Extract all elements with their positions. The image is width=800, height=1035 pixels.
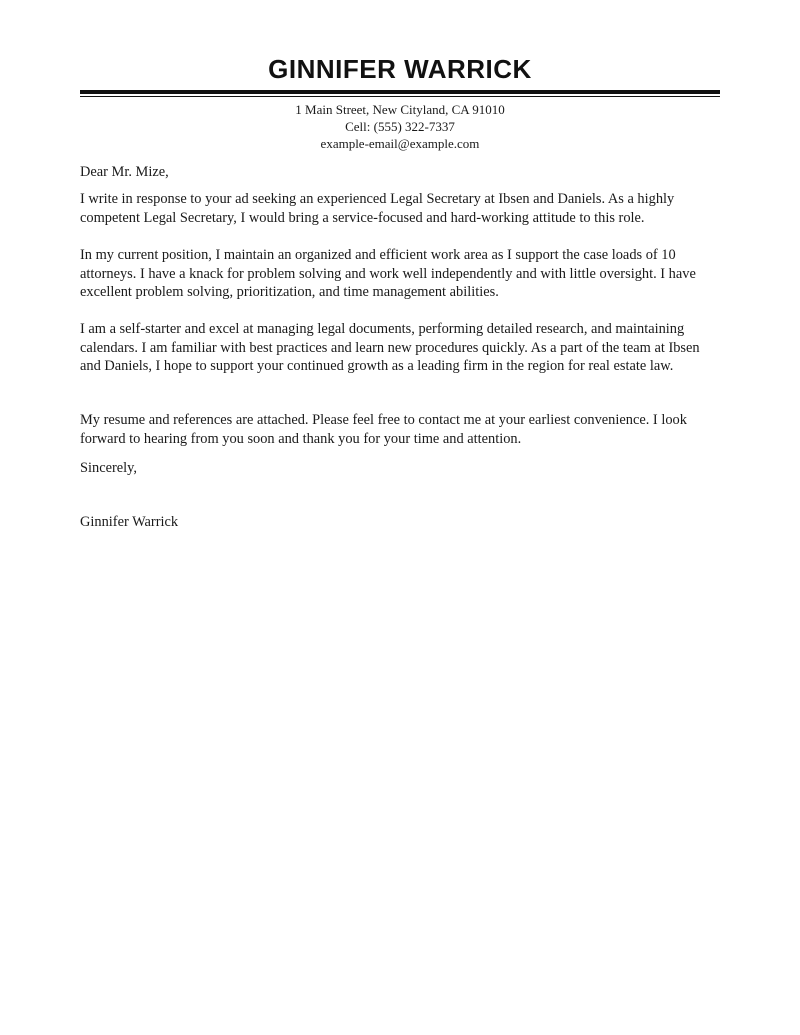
header-rule-thin <box>80 96 720 97</box>
salutation: Dear Mr. Mize, <box>80 164 169 180</box>
closing: Sincerely, <box>80 460 138 476</box>
paragraph-4: My resume and references are attached. Please feel free to contact me at your earliest convenience. I look forward to hearing from you soon and thank you for your time and attention. <box>80 412 687 447</box>
phone-line: Cell: (555) 322-7337 <box>345 119 455 134</box>
signature: Ginnifer Warrick <box>80 514 179 530</box>
address-line: 1 Main Street, New Cityland, CA 91010 <box>295 102 505 117</box>
contact-block <box>0 101 800 152</box>
email-line: example-email@example.com <box>320 136 480 151</box>
header-rule-thick <box>80 90 720 94</box>
paragraph-1: I write in response to your ad seeking an experienced Legal Secretary at Ibsen and Daniels. As a highly competent Legal Secretary, I would bring a service-focused and hard-working attitude to this role. <box>80 191 675 226</box>
paragraph-2: In my current position, I maintain an organized and efficient work area as I support the case loads of 10 attorneys. I have a knack for problem solving and work well independently and with little oversight. I have excellent problem solving, prioritization, and time management abilities. <box>80 247 696 300</box>
applicant-name: GINNIFER WARRICK <box>268 54 532 84</box>
paragraph-3: I am a self-starter and excel at managing legal documents, performing detailed research, and maintaining calendars. I am familiar with best practices and learn new procedures quickly. As a part of the team at Ibsen and Daniels, I hope to support your continued growth as a leading firm in the region for real estate law. <box>80 321 700 374</box>
